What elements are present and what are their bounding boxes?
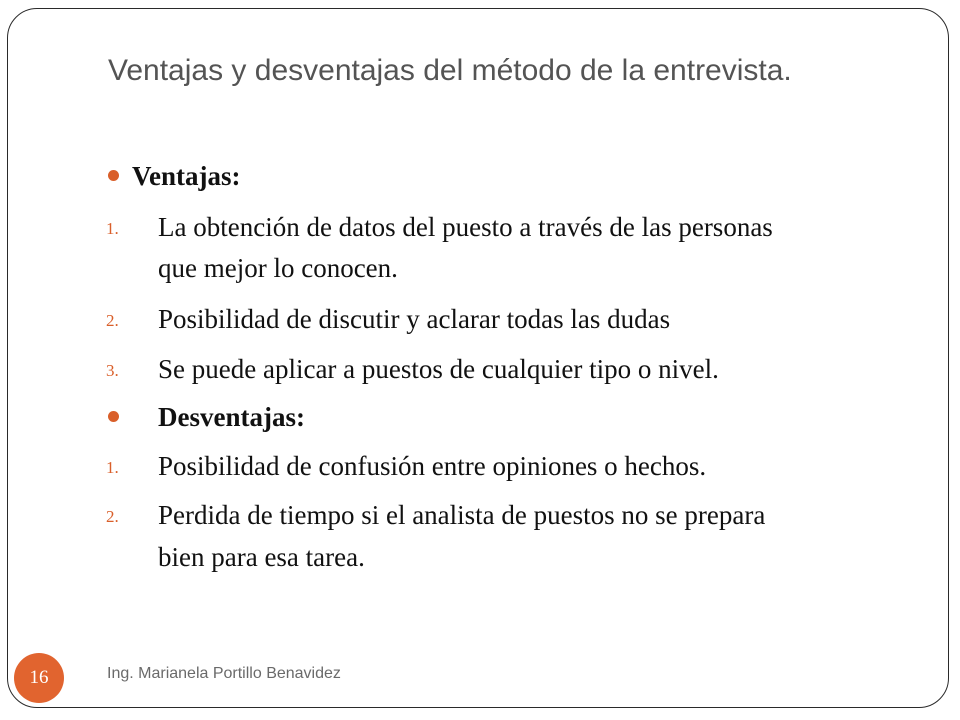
ventajas-heading: Ventajas: <box>132 161 241 191</box>
bullet-icon <box>108 411 119 422</box>
footer-author: Ing. Marianela Portillo Benavidez <box>107 665 341 682</box>
list-item-text: Posibilidad de discutir y aclarar todas las dudas <box>158 304 671 334</box>
list-number: 1. <box>106 219 119 238</box>
list-item-text: que mejor lo conocen. <box>158 253 398 283</box>
list-number: 3. <box>106 361 119 380</box>
list-number: 2. <box>106 311 119 330</box>
desventajas-heading: Desventajas: <box>158 402 305 432</box>
list-item-text: Perdida de tiempo si el analista de puestos no se prepara <box>158 500 766 530</box>
page-number-badge: 16 <box>14 653 64 703</box>
list-item-text: La obtención de datos del puesto a través de las personas <box>158 212 773 242</box>
slide-title: Ventajas y desventajas del método de la entrevista. <box>108 54 792 87</box>
list-item-text: Posibilidad de confusión entre opiniones o hechos. <box>158 451 707 481</box>
list-item-text: Se puede aplicar a puestos de cualquier tipo o nivel. <box>158 354 719 384</box>
list-number: 1. <box>106 458 119 477</box>
list-item-text: bien para esa tarea. <box>158 542 365 572</box>
bullet-icon <box>108 170 119 181</box>
list-number: 2. <box>106 507 119 526</box>
